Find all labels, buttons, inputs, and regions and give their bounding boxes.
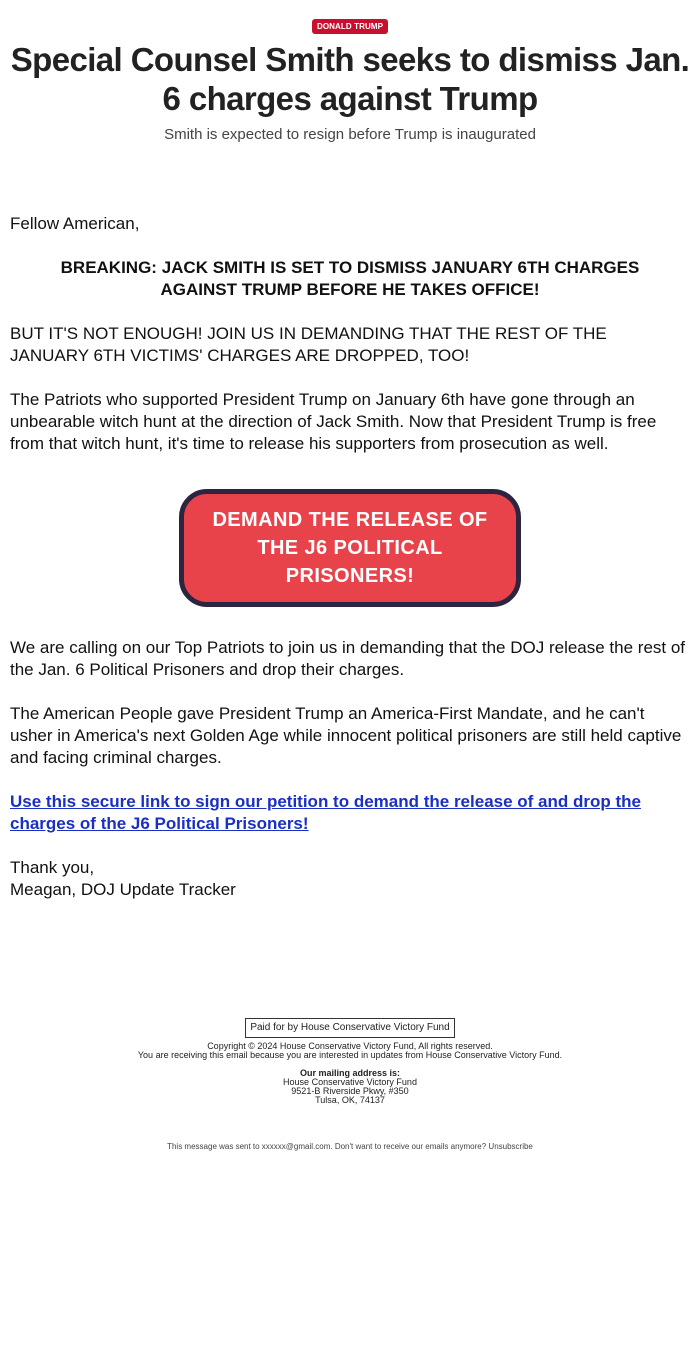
signoff: [10, 857, 690, 901]
breaking-news: BREAKING: JACK SMITH IS SET TO DISMISS JANUARY 6TH CHARGES AGAINST TRUMP BEFORE HE TAKES OFFICE!: [60, 258, 640, 299]
greeting: Fellow American,: [10, 214, 140, 233]
unsubscribe-line[interactable]: This message was sent to xxxxxx@gmail.com. Don't want to receive our emails anymore? Unsubscribe: [167, 1142, 533, 1151]
category-badge: DONALD TRUMP: [312, 19, 388, 34]
demand-release-button[interactable]: DEMAND THE RELEASE OF THE J6 POLITICAL PRISONERS!: [179, 489, 521, 607]
copyright-text: Copyright © 2024 House Conservative Victory Fund, All rights reserved.: [207, 1041, 493, 1051]
email-footer: [0, 1018, 700, 1151]
paragraph-patriots: The Patriots who supported President Trump on January 6th have gone through an unbearable witch hunt at the direction of Jack Smith. Now that President Trump is free from that witch hunt, it's time to release his supporters from prosecution as well.: [10, 390, 657, 453]
email-body: [0, 213, 700, 901]
mailing-address: [0, 1069, 700, 1105]
cta-container: [10, 489, 690, 607]
paragraph-calling: We are calling on our Top Patriots to join us in demanding that the DOJ release the rest of the Jan. 6 Political Prisoners and drop their charges.: [10, 638, 686, 679]
thanks-text: Thank you,: [10, 858, 95, 877]
petition-link[interactable]: Use this secure link to sign our petition to demand the release of and drop the charges of the J6 Political Prisoners!: [10, 792, 641, 833]
paragraph-mandate: The American People gave President Trump an America-First Mandate, and he can't usher in America's next Golden Age while innocent political prisoners are still held captive and facing criminal charges.: [10, 704, 682, 767]
paragraph-demand: BUT IT'S NOT ENOUGH! JOIN US IN DEMANDING THAT THE REST OF THE JANUARY 6TH VICTIMS' CHARGES ARE DROPPED, TOO!: [10, 324, 607, 365]
signature: Meagan, DOJ Update Tracker: [10, 880, 236, 899]
address-name: House Conservative Victory Fund: [283, 1077, 417, 1087]
address-street: 9521-B Riverside Pkwy, #350: [291, 1086, 409, 1096]
headline: Special Counsel Smith seeks to dismiss Jan. 6 charges against Trump: [10, 41, 690, 117]
petition-link-container: [10, 791, 690, 835]
email-header: [0, 0, 700, 143]
subheadline: Smith is expected to resign before Trump is inaugurated: [164, 126, 536, 143]
address-city: Tulsa, OK, 74137: [315, 1095, 385, 1105]
paid-for-disclaimer: Paid for by House Conservative Victory Fund: [245, 1018, 454, 1038]
mailing-address-label: Our mailing address is:: [299, 1068, 401, 1078]
subscription-reason: You are receiving this email because you are interested in updates from House Conservative Victory Fund.: [137, 1050, 563, 1060]
